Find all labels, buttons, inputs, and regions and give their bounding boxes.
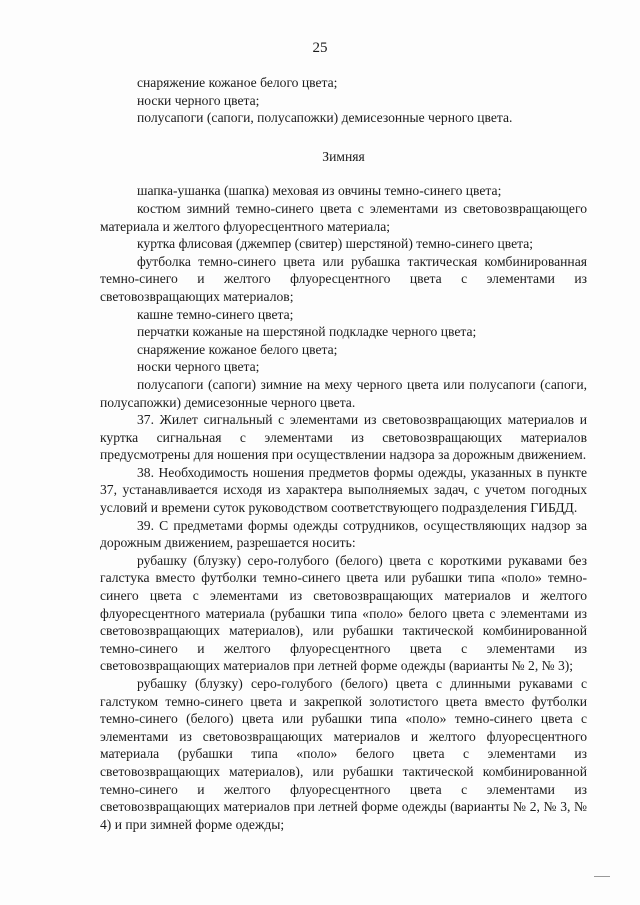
paragraph-item-38: 38. Необходимость ношения предметов формы одежды, указанных в пункте 37, устанавливается исходя из характера выполняемых задач, с учетом погодных условий и времени суток руководством соответствующего подразделения ГИБДД. — [100, 464, 587, 516]
paragraph: носки черного цвета; — [137, 359, 260, 375]
paragraph: футболка темно-синего цвета или рубашка тактическая комбинированная темно-синего и желтого флуоресцентного цвета с элементами из световозвращающих материалов; — [100, 253, 587, 304]
section-heading: Зимняя — [322, 148, 365, 164]
scan-mark — [594, 876, 610, 877]
paragraph-item-37: 37. Жилет сигнальный с элементами из световозвращающих материалов и куртка сигнальная с элементами из световозвращающих материалов предусмотрены для ношения при осуществлении надзора за дорожным движением. — [100, 412, 587, 463]
paragraph: куртка флисовая (джемпер (свитер) шерстяной) темно-синего цвета; — [137, 236, 534, 252]
paragraph: рубашку (блузку) серо-голубого (белого) цвета с короткими рукавами без галстука вместо футболки темно-синего цвета или рубашки типа «поло» темно-синего цвета с элементами из световозвращающих материалов и желтого флуоресцентного материала (рубашки типа «поло» белого цвета с элементами из световозвращающих материалов), или рубашки тактической комбинированной темно-синего и желтого флуоресцентного цвета с элементами из световозвращающих материалов при летней форме одежды (варианты № 2, № 3); — [100, 552, 587, 674]
paragraph: полусапоги (сапоги, полусапожки) демисезонные черного цвета. — [137, 110, 513, 126]
paragraph: носки черного цвета; — [137, 92, 260, 108]
paragraph: шапка-ушанка (шапка) меховая из овчины темно-синего цвета; — [137, 183, 502, 199]
paragraph: снаряжение кожаное белого цвета; — [137, 75, 338, 90]
paragraph: кашне темно-синего цвета; — [137, 306, 294, 322]
paragraph: костюм зимний темно-синего цвета с элементами из световозвращающего материала и желтого флуоресцентного материала; — [100, 200, 587, 234]
paragraph: снаряжение кожаное белого цвета; — [137, 341, 338, 357]
paragraph: рубашку (блузку) серо-голубого (белого) цвета с длинными рукавами с галстуком темно-синего цвета и закрепкой золотистого цвета вместо футболки темно-синего (белого) цвета или рубашки типа «поло» темно-синего цвета с элементами из световозвращающих материалов и желтого флуоресцентного материала (рубашки типа «поло» белого цвета с элементами из световозвращающих материалов), или рубашки тактической комбинированной темно-синего и желтого флуоресцентного цвета с элементами из световозвращающих материалов при летней форме одежды (варианты № 2, № 3, № 4) и при зимней форме одежды; — [100, 676, 587, 832]
page-number: 25 — [312, 40, 328, 56]
paragraph: перчатки кожаные на шерстяной подкладке черного цвета; — [137, 324, 477, 340]
paragraph: полусапоги (сапоги) зимние на меху черного цвета или полусапоги (сапоги, полусапожки) демисезонные черного цвета. — [100, 376, 587, 410]
paragraph-item-39: 39. С предметами формы одежды сотрудников, осуществляющих надзор за дорожным движением, разрешается носить: — [100, 517, 587, 551]
document-body — [100, 74, 587, 833]
